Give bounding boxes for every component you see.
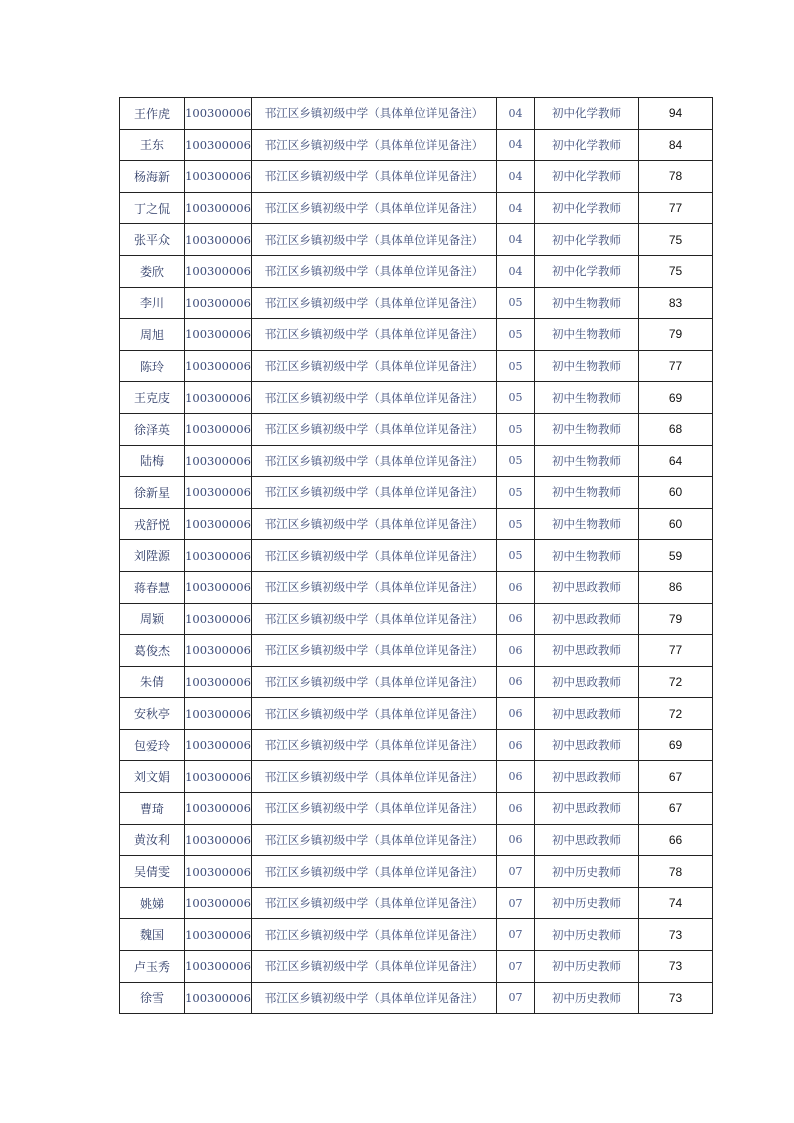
post-name-cell: 初中生物教师 <box>535 477 639 509</box>
post-name-cell: 初中思政教师 <box>535 571 639 603</box>
post-code-cell: 07 <box>497 951 535 983</box>
recruiting-unit-cell: 邗江区乡镇初级中学（具体单位详见备注） <box>252 413 497 445</box>
candidate-name-cell: 徐雪 <box>120 982 185 1014</box>
exam-score-cell: 73 <box>639 919 713 951</box>
post-code-cell: 07 <box>497 856 535 888</box>
exam-score-cell: 69 <box>639 382 713 414</box>
table-row <box>120 761 713 793</box>
candidate-name-cell: 陈玲 <box>120 350 185 382</box>
post-code-cell: 05 <box>497 540 535 572</box>
post-code-cell: 05 <box>497 477 535 509</box>
table-row <box>120 951 713 983</box>
position-id-cell: 100300006 <box>185 287 252 319</box>
post-name-cell: 初中化学教师 <box>535 192 639 224</box>
recruiting-unit-cell: 邗江区乡镇初级中学（具体单位详见备注） <box>252 982 497 1014</box>
position-id-cell: 100300006 <box>185 508 252 540</box>
post-code-cell: 05 <box>497 350 535 382</box>
position-id-cell: 100300006 <box>185 192 252 224</box>
recruiting-unit-cell: 邗江区乡镇初级中学（具体单位详见备注） <box>252 793 497 825</box>
table-row <box>120 224 713 256</box>
post-code-cell: 05 <box>497 319 535 351</box>
exam-score-cell: 94 <box>639 98 713 130</box>
post-name-cell: 初中历史教师 <box>535 951 639 983</box>
post-name-cell: 初中生物教师 <box>535 382 639 414</box>
candidate-name-cell: 刘陞源 <box>120 540 185 572</box>
position-id-cell: 100300006 <box>185 224 252 256</box>
recruiting-unit-cell: 邗江区乡镇初级中学（具体单位详见备注） <box>252 698 497 730</box>
position-id-cell: 100300006 <box>185 540 252 572</box>
exam-score-cell: 75 <box>639 224 713 256</box>
exam-score-cell: 60 <box>639 477 713 509</box>
table-row <box>120 571 713 603</box>
table-row <box>120 255 713 287</box>
position-id-cell: 100300006 <box>185 761 252 793</box>
table-row <box>120 666 713 698</box>
post-code-cell: 05 <box>497 413 535 445</box>
position-id-cell: 100300006 <box>185 255 252 287</box>
post-code-cell: 06 <box>497 603 535 635</box>
table-row <box>120 413 713 445</box>
candidate-name-cell: 陆梅 <box>120 445 185 477</box>
table-row <box>120 729 713 761</box>
position-id-cell: 100300006 <box>185 445 252 477</box>
candidate-name-cell: 丁之侃 <box>120 192 185 224</box>
recruiting-unit-cell: 邗江区乡镇初级中学（具体单位详见备注） <box>252 635 497 667</box>
post-name-cell: 初中思政教师 <box>535 666 639 698</box>
recruiting-unit-cell: 邗江区乡镇初级中学（具体单位详见备注） <box>252 508 497 540</box>
table-row <box>120 540 713 572</box>
post-code-cell: 07 <box>497 887 535 919</box>
table-row <box>120 129 713 161</box>
table-row <box>120 192 713 224</box>
post-code-cell: 07 <box>497 919 535 951</box>
post-code-cell: 06 <box>497 729 535 761</box>
table-row <box>120 382 713 414</box>
recruiting-unit-cell: 邗江区乡镇初级中学（具体单位详见备注） <box>252 761 497 793</box>
post-code-cell: 06 <box>497 824 535 856</box>
post-name-cell: 初中思政教师 <box>535 603 639 635</box>
post-name-cell: 初中化学教师 <box>535 98 639 130</box>
position-id-cell: 100300006 <box>185 729 252 761</box>
recruiting-unit-cell: 邗江区乡镇初级中学（具体单位详见备注） <box>252 951 497 983</box>
exam-score-cell: 72 <box>639 666 713 698</box>
candidate-name-cell: 姚娣 <box>120 887 185 919</box>
recruiting-unit-cell: 邗江区乡镇初级中学（具体单位详见备注） <box>252 540 497 572</box>
exam-score-cell: 73 <box>639 982 713 1014</box>
position-id-cell: 100300006 <box>185 350 252 382</box>
exam-score-cell: 73 <box>639 951 713 983</box>
post-name-cell: 初中思政教师 <box>535 635 639 667</box>
exam-score-cell: 79 <box>639 319 713 351</box>
recruiting-unit-cell: 邗江区乡镇初级中学（具体单位详见备注） <box>252 729 497 761</box>
position-id-cell: 100300006 <box>185 477 252 509</box>
recruiting-unit-cell: 邗江区乡镇初级中学（具体单位详见备注） <box>252 919 497 951</box>
table-row <box>120 698 713 730</box>
table-row <box>120 603 713 635</box>
post-code-cell: 04 <box>497 129 535 161</box>
post-name-cell: 初中思政教师 <box>535 729 639 761</box>
exam-score-cell: 77 <box>639 192 713 224</box>
recruiting-unit-cell: 邗江区乡镇初级中学（具体单位详见备注） <box>252 477 497 509</box>
post-name-cell: 初中思政教师 <box>535 793 639 825</box>
recruiting-unit-cell: 邗江区乡镇初级中学（具体单位详见备注） <box>252 129 497 161</box>
table-row <box>120 508 713 540</box>
table-row <box>120 350 713 382</box>
candidate-name-cell: 黄汝利 <box>120 824 185 856</box>
position-id-cell: 100300006 <box>185 603 252 635</box>
post-name-cell: 初中思政教师 <box>535 761 639 793</box>
exam-score-cell: 74 <box>639 887 713 919</box>
exam-score-cell: 78 <box>639 856 713 888</box>
post-name-cell: 初中化学教师 <box>535 224 639 256</box>
post-name-cell: 初中生物教师 <box>535 445 639 477</box>
candidate-name-cell: 吴倩雯 <box>120 856 185 888</box>
position-id-cell: 100300006 <box>185 98 252 130</box>
table-row <box>120 982 713 1014</box>
exam-score-cell: 60 <box>639 508 713 540</box>
post-name-cell: 初中化学教师 <box>535 255 639 287</box>
post-name-cell: 初中历史教师 <box>535 982 639 1014</box>
post-code-cell: 06 <box>497 666 535 698</box>
post-code-cell: 06 <box>497 761 535 793</box>
recruiting-unit-cell: 邗江区乡镇初级中学（具体单位详见备注） <box>252 856 497 888</box>
position-id-cell: 100300006 <box>185 129 252 161</box>
post-name-cell: 初中历史教师 <box>535 856 639 888</box>
candidate-name-cell: 卢玉秀 <box>120 951 185 983</box>
post-code-cell: 06 <box>497 635 535 667</box>
recruiting-unit-cell: 邗江区乡镇初级中学（具体单位详见备注） <box>252 571 497 603</box>
post-name-cell: 初中思政教师 <box>535 824 639 856</box>
post-code-cell: 04 <box>497 161 535 193</box>
candidate-name-cell: 周旭 <box>120 319 185 351</box>
exam-score-cell: 66 <box>639 824 713 856</box>
exam-score-cell: 69 <box>639 729 713 761</box>
table-row <box>120 887 713 919</box>
table-row <box>120 635 713 667</box>
candidate-name-cell: 刘文娟 <box>120 761 185 793</box>
table-row <box>120 856 713 888</box>
recruiting-unit-cell: 邗江区乡镇初级中学（具体单位详见备注） <box>252 887 497 919</box>
candidate-name-cell: 娄欣 <box>120 255 185 287</box>
table-row <box>120 287 713 319</box>
table-row <box>120 824 713 856</box>
post-name-cell: 初中生物教师 <box>535 319 639 351</box>
candidate-name-cell: 李川 <box>120 287 185 319</box>
position-id-cell: 100300006 <box>185 382 252 414</box>
exam-score-cell: 64 <box>639 445 713 477</box>
position-id-cell: 100300006 <box>185 982 252 1014</box>
recruiting-unit-cell: 邗江区乡镇初级中学（具体单位详见备注） <box>252 350 497 382</box>
candidate-name-cell: 王作虎 <box>120 98 185 130</box>
recruiting-unit-cell: 邗江区乡镇初级中学（具体单位详见备注） <box>252 224 497 256</box>
candidate-name-cell: 戎舒悦 <box>120 508 185 540</box>
table-body <box>120 98 713 1014</box>
position-id-cell: 100300006 <box>185 887 252 919</box>
post-name-cell: 初中化学教师 <box>535 161 639 193</box>
candidate-name-cell: 包爱玲 <box>120 729 185 761</box>
post-code-cell: 05 <box>497 287 535 319</box>
table-row <box>120 445 713 477</box>
recruiting-unit-cell: 邗江区乡镇初级中学（具体单位详见备注） <box>252 192 497 224</box>
post-name-cell: 初中历史教师 <box>535 887 639 919</box>
post-name-cell: 初中生物教师 <box>535 508 639 540</box>
position-id-cell: 100300006 <box>185 319 252 351</box>
exam-score-cell: 86 <box>639 571 713 603</box>
position-id-cell: 100300006 <box>185 951 252 983</box>
exam-score-cell: 77 <box>639 350 713 382</box>
post-name-cell: 初中生物教师 <box>535 540 639 572</box>
recruiting-unit-cell: 邗江区乡镇初级中学（具体单位详见备注） <box>252 287 497 319</box>
candidate-name-cell: 周颖 <box>120 603 185 635</box>
candidate-name-cell: 曹琦 <box>120 793 185 825</box>
recruiting-unit-cell: 邗江区乡镇初级中学（具体单位详见备注） <box>252 666 497 698</box>
recruiting-unit-cell: 邗江区乡镇初级中学（具体单位详见备注） <box>252 98 497 130</box>
table-row <box>120 793 713 825</box>
post-code-cell: 04 <box>497 98 535 130</box>
position-id-cell: 100300006 <box>185 793 252 825</box>
post-name-cell: 初中化学教师 <box>535 129 639 161</box>
post-code-cell: 06 <box>497 793 535 825</box>
post-code-cell: 05 <box>497 445 535 477</box>
exam-score-cell: 72 <box>639 698 713 730</box>
post-name-cell: 初中生物教师 <box>535 350 639 382</box>
post-name-cell: 初中思政教师 <box>535 698 639 730</box>
candidate-name-cell: 张平众 <box>120 224 185 256</box>
position-id-cell: 100300006 <box>185 824 252 856</box>
post-name-cell: 初中生物教师 <box>535 413 639 445</box>
exam-score-cell: 79 <box>639 603 713 635</box>
post-code-cell: 06 <box>497 571 535 603</box>
post-code-cell: 04 <box>497 255 535 287</box>
position-id-cell: 100300006 <box>185 856 252 888</box>
position-id-cell: 100300006 <box>185 698 252 730</box>
table-row <box>120 98 713 130</box>
position-id-cell: 100300006 <box>185 666 252 698</box>
table-row <box>120 919 713 951</box>
position-id-cell: 100300006 <box>185 919 252 951</box>
candidate-name-cell: 徐新星 <box>120 477 185 509</box>
recruiting-unit-cell: 邗江区乡镇初级中学（具体单位详见备注） <box>252 255 497 287</box>
position-id-cell: 100300006 <box>185 161 252 193</box>
candidate-name-cell: 杨海新 <box>120 161 185 193</box>
exam-score-cell: 77 <box>639 635 713 667</box>
exam-score-cell: 67 <box>639 761 713 793</box>
position-id-cell: 100300006 <box>185 635 252 667</box>
post-name-cell: 初中历史教师 <box>535 919 639 951</box>
candidate-name-cell: 王克庋 <box>120 382 185 414</box>
post-name-cell: 初中生物教师 <box>535 287 639 319</box>
candidate-name-cell: 蒋春慧 <box>120 571 185 603</box>
candidate-name-cell: 魏国 <box>120 919 185 951</box>
exam-score-cell: 75 <box>639 255 713 287</box>
position-id-cell: 100300006 <box>185 413 252 445</box>
post-code-cell: 05 <box>497 508 535 540</box>
candidate-name-cell: 安秋亭 <box>120 698 185 730</box>
recruiting-unit-cell: 邗江区乡镇初级中学（具体单位详见备注） <box>252 319 497 351</box>
exam-score-cell: 67 <box>639 793 713 825</box>
table-row <box>120 161 713 193</box>
recruiting-unit-cell: 邗江区乡镇初级中学（具体单位详见备注） <box>252 161 497 193</box>
exam-score-cell: 68 <box>639 413 713 445</box>
score-table <box>119 97 713 1014</box>
post-code-cell: 05 <box>497 382 535 414</box>
table-row <box>120 477 713 509</box>
position-id-cell: 100300006 <box>185 571 252 603</box>
exam-score-cell: 83 <box>639 287 713 319</box>
post-code-cell: 06 <box>497 698 535 730</box>
candidate-name-cell: 葛俊杰 <box>120 635 185 667</box>
candidate-name-cell: 王东 <box>120 129 185 161</box>
candidate-name-cell: 徐泽英 <box>120 413 185 445</box>
exam-score-cell: 59 <box>639 540 713 572</box>
table-row <box>120 319 713 351</box>
recruiting-unit-cell: 邗江区乡镇初级中学（具体单位详见备注） <box>252 824 497 856</box>
recruiting-unit-cell: 邗江区乡镇初级中学（具体单位详见备注） <box>252 382 497 414</box>
candidate-name-cell: 朱倩 <box>120 666 185 698</box>
recruiting-unit-cell: 邗江区乡镇初级中学（具体单位详见备注） <box>252 603 497 635</box>
recruiting-unit-cell: 邗江区乡镇初级中学（具体单位详见备注） <box>252 445 497 477</box>
exam-score-cell: 78 <box>639 161 713 193</box>
exam-score-cell: 84 <box>639 129 713 161</box>
post-code-cell: 04 <box>497 224 535 256</box>
post-code-cell: 07 <box>497 982 535 1014</box>
post-code-cell: 04 <box>497 192 535 224</box>
